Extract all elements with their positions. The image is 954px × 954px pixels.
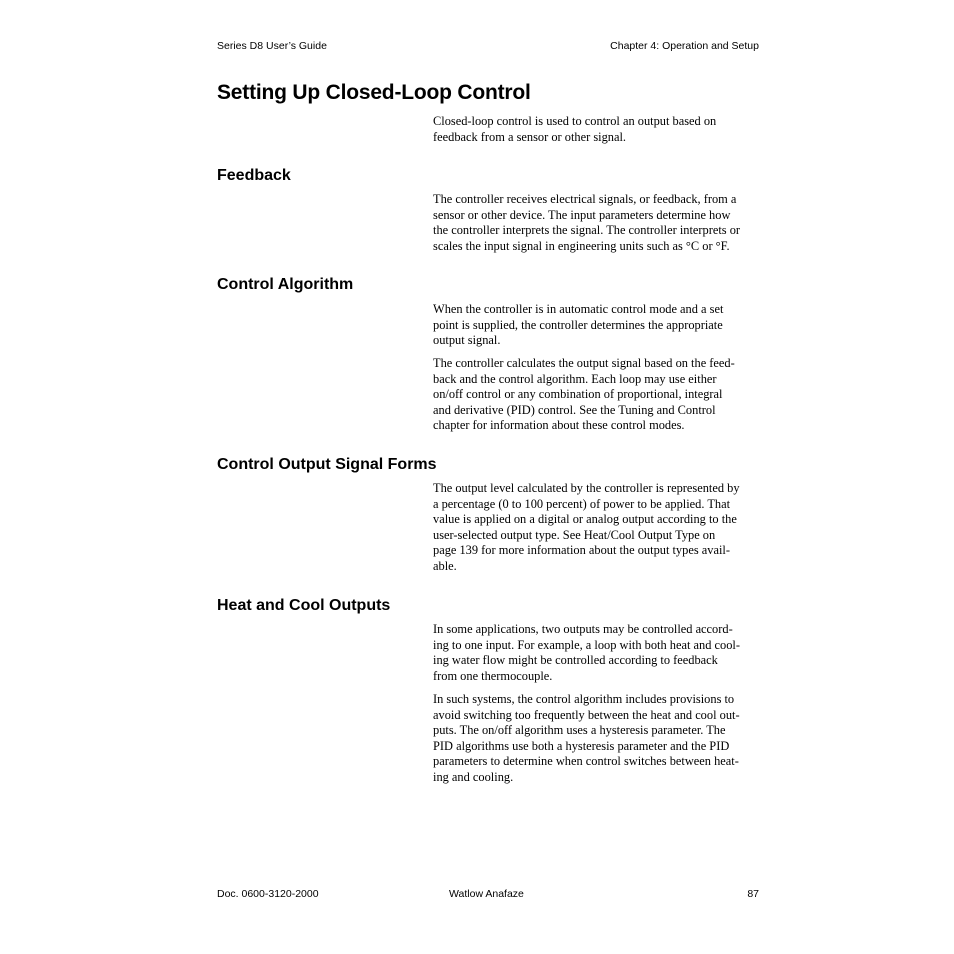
page-title: Setting Up Closed-Loop Control <box>217 81 531 104</box>
text-line: In some applications, two outputs may be controlled accord- <box>433 622 733 636</box>
text-line: When the controller is in automatic control mode and a set <box>433 302 724 316</box>
output-forms-paragraph <box>433 481 768 575</box>
section-heading-control-algorithm: Control Algorithm <box>217 276 354 293</box>
intro-paragraph <box>433 114 768 145</box>
text-line: value is applied on a digital or analog output according to the <box>433 512 737 527</box>
text-line: ing to one input. For example, a loop with both heat and cool- <box>433 637 740 652</box>
text-line: the controller interprets the signal. The controller interprets or <box>433 223 741 238</box>
text-line: In such systems, the control algorithm includes provisions to <box>433 692 735 706</box>
footer-page-number: 87 <box>747 888 759 900</box>
text-line: The output level calculated by the controller is represented by <box>433 481 740 495</box>
text-line: sensor or other device. The input parameters determine how <box>433 207 731 222</box>
text-line: user-selected output type. See Heat/Cool Output Type on <box>433 527 716 542</box>
text-line: point is supplied, the controller determines the appropriate <box>433 317 723 332</box>
running-header-left: Series D8 User’s Guide <box>217 40 327 52</box>
text-line: ing and cooling. <box>433 769 514 784</box>
section-heading-feedback: Feedback <box>217 167 291 184</box>
footer-doc-number: Doc. 0600-3120-2000 <box>217 888 319 900</box>
text-line: output signal. <box>433 333 501 348</box>
text-line: ing water flow might be controlled according to feedback <box>433 653 718 668</box>
text-line: Closed-loop control is used to control an output based on <box>433 114 717 128</box>
text-line: scales the input signal in engineering units such as °C or °F. <box>433 238 730 253</box>
text-line: and derivative (PID) control. See the Tuning and Control <box>433 402 716 417</box>
text-line: on/off control or any combination of proportional, integral <box>433 387 723 402</box>
control-algorithm-paragraph-1 <box>433 302 768 349</box>
text-line: parameters to determine when control switches between heat- <box>433 754 739 769</box>
text-line: The controller calculates the output signal based on the feed- <box>433 356 735 370</box>
text-line: chapter for information about these control modes. <box>433 418 685 433</box>
control-algorithm-paragraph-2 <box>433 356 768 434</box>
text-line: puts. The on/off algorithm uses a hysteresis parameter. The <box>433 723 726 738</box>
text-line: page 139 for more information about the output types avail- <box>433 543 730 558</box>
section-heading-heat-and-cool-outputs: Heat and Cool Outputs <box>217 597 391 614</box>
section-heading-control-output-signal-forms: Control Output Signal Forms <box>217 456 437 473</box>
text-line: avoid switching too frequently between the heat and cool out- <box>433 707 740 722</box>
heat-cool-paragraph-2 <box>433 692 768 786</box>
text-line: a percentage (0 to 100 percent) of power to be applied. That <box>433 496 731 511</box>
text-line: The controller receives electrical signals, or feedback, from a <box>433 192 737 206</box>
text-line: back and the control algorithm. Each loop may use either <box>433 371 717 386</box>
running-header-right: Chapter 4: Operation and Setup <box>610 40 759 52</box>
footer-company: Watlow Anafaze <box>449 888 524 900</box>
heat-cool-paragraph-1 <box>433 622 768 684</box>
text-line: PID algorithms use both a hysteresis parameter and the PID <box>433 738 730 753</box>
text-line: feedback from a sensor or other signal. <box>433 129 627 144</box>
text-line: from one thermocouple. <box>433 668 553 683</box>
text-line: able. <box>433 558 457 573</box>
feedback-paragraph <box>433 192 768 254</box>
